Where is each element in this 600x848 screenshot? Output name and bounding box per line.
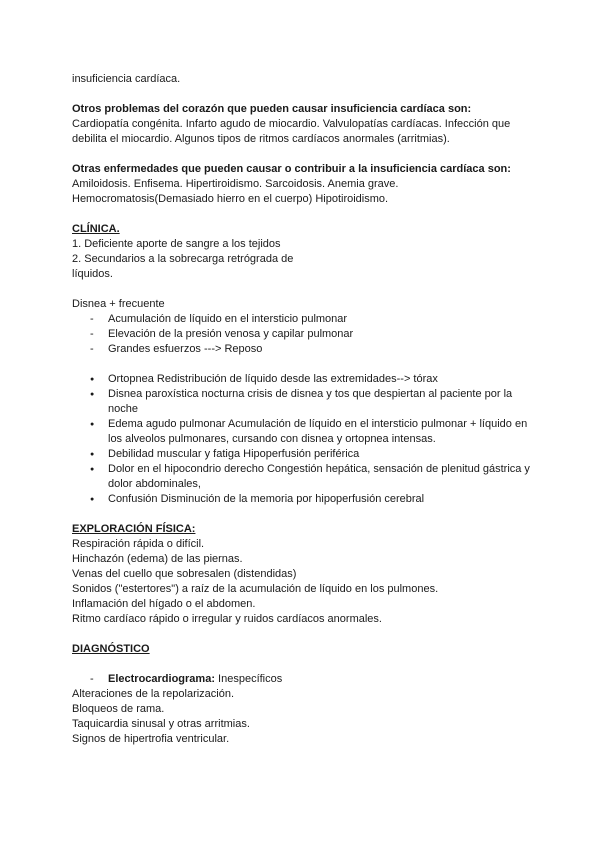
intro-line: insuficiencia cardíaca. [72,73,181,85]
clinica-heading: CLÍNICA. [72,223,120,235]
clinica-item: 2. Secundarios a la sobrecarga retrógrada de [72,253,294,265]
disnea-bullet-list [72,372,532,507]
diagnostico-line: Signos de hipertrofia ventricular. [72,733,230,745]
exploracion-heading: EXPLORACIÓN FÍSICA: [72,523,196,535]
diagnostico-line: Alteraciones de la repolarización. [72,688,235,700]
list-item: - Elevación de la presión venosa y capilar pulmonar [90,327,532,342]
diagnostico-line: Taquicardia sinusal y otras arritmias. [72,718,250,730]
ecg-label: Electrocardiograma: [108,673,215,685]
list-item: ● Ortopnea Redistribución de líquido desde las extremidades--> tórax [90,372,532,387]
exploracion-line: Sonidos ("estertores") a raíz de la acumulación de líquido en los pulmones. [72,583,439,595]
document-page [72,72,532,747]
list-item: ● Confusión Disminución de la memoria por hipoperfusión cerebral [90,492,532,507]
disnea-label: Disnea + frecuente [72,298,165,310]
list-item: ● Edema agudo pulmonar Acumulación de líquido en el intersticio pulmonar + líquido en los alveolos pulmonares, cursando con disnea y ortopnea intensas. [90,417,532,447]
disnea-dash-list [72,312,532,357]
other-diseases-line: Amiloidosis. Enfisema. Hipertiroidismo. Sarcoidosis. Anemia grave. [72,178,399,190]
other-heart-line: debilita el miocardio. Algunos tipos de ritmos cardíacos anormales (arritmias). [72,133,450,145]
list-item: ● Dolor en el hipocondrio derecho Congestión hepática, sensación de plenitud gástrica y dolor abdominales, [90,462,532,492]
exploracion-line: Inflamación del hígado o el abdomen. [72,598,256,610]
list-item [90,672,532,687]
list-item: - Acumulación de líquido en el intersticio pulmonar [90,312,532,327]
ecg-value: Inespecíficos [214,673,283,685]
list-item: ● Debilidad muscular y fatiga Hipoperfusión periférica [90,447,532,462]
exploracion-line: Respiración rápida o difícil. [72,538,205,550]
clinica-item: líquidos. [72,268,113,280]
list-item: - Grandes esfuerzos ---> Reposo [90,342,532,357]
other-heart-heading: Otros problemas del corazón que pueden causar insuficiencia cardíaca son: [72,103,472,115]
diagnostico-heading: DIAGNÓSTICO [72,643,150,655]
other-diseases-line: Hemocromatosis(Demasiado hierro en el cuerpo) Hipotiroidismo. [72,193,389,205]
clinica-item: 1. Deficiente aporte de sangre a los tejidos [72,238,281,250]
exploracion-line: Hinchazón (edema) de las piernas. [72,553,243,565]
list-item: ● Disnea paroxística nocturna crisis de disnea y tos que despiertan al paciente por la noche [90,387,532,417]
exploracion-line: Ritmo cardíaco rápido o irregular y ruidos cardíacos anormales. [72,613,382,625]
other-heart-line: Cardiopatía congénita. Infarto agudo de miocardio. Valvulopatías cardíacas. Infección que [72,118,511,130]
exploracion-line: Venas del cuello que sobresalen (distendidas) [72,568,297,580]
diagnostico-dash-list [72,672,532,687]
other-diseases-heading: Otras enfermedades que pueden causar o contribuir a la insuficiencia cardíaca son: [72,163,511,175]
diagnostico-line: Bloqueos de rama. [72,703,165,715]
